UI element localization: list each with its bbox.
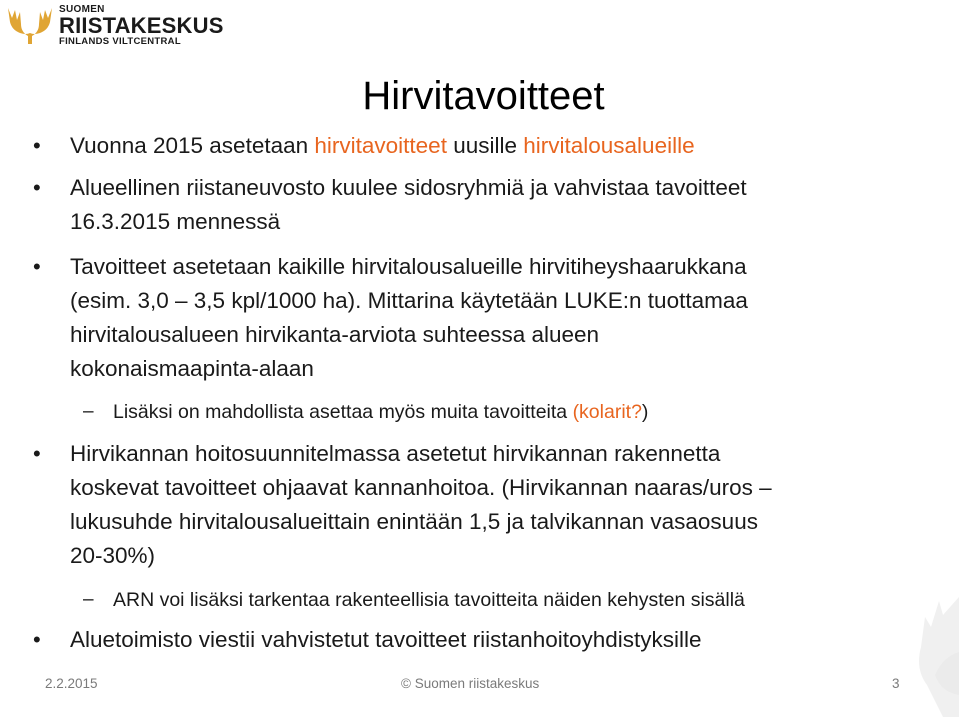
footer-date: 2.2.2015 <box>45 676 98 691</box>
bullet-4-line-1: Hirvikannan hoitosuunnitelmassa asetetut hirvikannan rakennetta <box>70 441 721 466</box>
bullet-3-line-2: (esim. 3,0 – 3,5 kpl/1000 ha). Mittarina käytetään LUKE:n tuottamaa <box>70 288 748 313</box>
bullet-4-line-2: koskevat tavoitteet ohjaavat kannanhoitoa. (Hirvikannan naaras/uros – <box>70 475 772 500</box>
bullet-marker: • <box>33 175 41 200</box>
antler-watermark-icon <box>839 557 959 717</box>
bullet-2-line-2: 16.3.2015 mennessä <box>70 209 281 234</box>
footer-page-number: 3 <box>892 676 900 691</box>
sub-bullet-3: Lisäksi on mahdollista asettaa myös muita tavoitteita (kolarit?) <box>113 401 649 423</box>
sub-bullet-marker: – <box>83 401 94 422</box>
bullet-5: Aluetoimisto viestii vahvistetut tavoitteet riistanhoitoyhdistyksille <box>70 627 702 652</box>
bullet-1: Vuonna 2015 asetetaan hirvitavoitteet uusille hirvitalousalueille <box>70 133 695 158</box>
kolarit-highlight: (kolarit? <box>572 401 642 423</box>
sub-bullet-4: ARN voi lisäksi tarkentaa rakenteellisia tavoitteita näiden kehysten sisällä <box>113 589 745 611</box>
sub-bullet-marker: – <box>83 589 94 610</box>
link-hirvitalousalueille: hirvitalousalueille <box>523 133 695 158</box>
logo-line-2: RIISTAKESKUS <box>59 13 224 38</box>
bullet-marker: • <box>33 254 41 279</box>
bullet-3-line-4: kokonaismaapinta-alaan <box>70 356 314 381</box>
bullet-4-line-3: lukusuhde hirvitalousalueittain enintään 1,5 ja talvikannan vasaosuus <box>70 509 758 534</box>
bullet-marker: • <box>33 133 41 158</box>
logo-line-3: FINLANDS VILTCENTRAL <box>59 36 181 47</box>
bullet-4-line-4: 20-30%) <box>70 543 156 568</box>
bullet-3-line-1: Tavoitteet asetetaan kaikille hirvitalousalueille hirvitiheyshaarukkana <box>70 254 747 279</box>
bullet-3-line-3: hirvitalousalueen hirvikanta-arviota suhteessa alueen <box>70 322 600 347</box>
bullet-2-line-1: Alueellinen riistaneuvosto kuulee sidosryhmiä ja vahvistaa tavoitteet <box>70 175 747 200</box>
logo-line-1: SUOMEN <box>59 4 105 15</box>
slide-title: Hirvitavoitteet <box>362 74 605 118</box>
bullet-marker: • <box>33 441 41 466</box>
link-hirvitavoitteet: hirvitavoitteet <box>314 133 447 158</box>
footer-copyright: © Suomen riistakeskus <box>401 676 540 691</box>
bullet-marker: • <box>33 627 41 652</box>
